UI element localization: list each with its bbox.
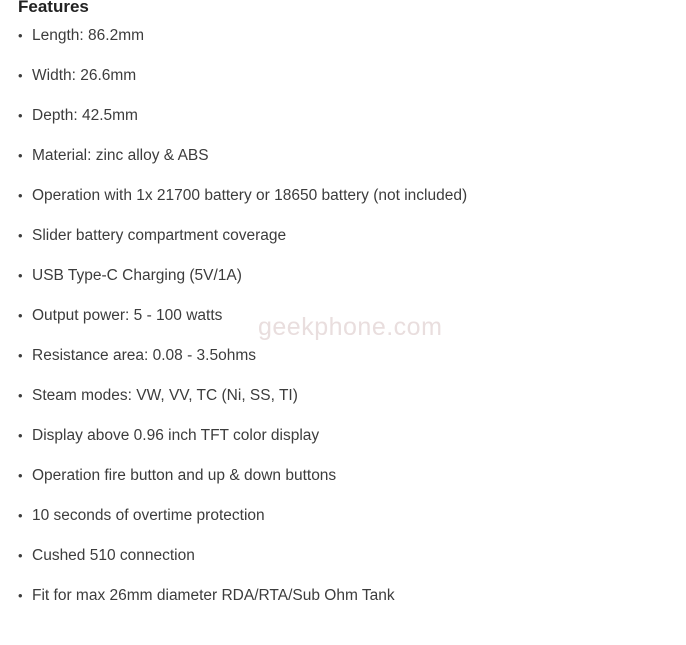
list-item-label: Cushed 510 connection — [32, 547, 195, 564]
list-item — [18, 306, 668, 326]
list-item — [18, 346, 668, 366]
bullet-icon: • — [18, 68, 23, 83]
list-item — [18, 466, 668, 486]
list-item — [18, 66, 668, 86]
list-item-label: Display above 0.96 inch TFT color display — [32, 427, 320, 444]
bullet-icon: • — [18, 428, 23, 443]
bullet-icon: • — [18, 268, 23, 283]
list-item — [18, 546, 668, 566]
list-item-label: Material: zinc alloy & ABS — [32, 147, 209, 164]
bullet-icon: • — [18, 468, 23, 483]
list-item-label: Length: 86.2mm — [32, 27, 145, 44]
list-item — [18, 266, 668, 286]
list-item-label: Depth: 42.5mm — [32, 107, 138, 124]
bullet-icon: • — [18, 188, 23, 203]
list-item-label: Output power: 5 - 100 watts — [32, 307, 223, 324]
list-item — [18, 26, 668, 46]
list-item-label: Width: 26.6mm — [32, 67, 137, 84]
list-item-label: USB Type-C Charging (5V/1A) — [32, 267, 242, 284]
watermark: geekphone.com — [258, 313, 443, 341]
bullet-icon: • — [18, 308, 23, 323]
bullet-icon: • — [18, 508, 23, 523]
list-item-label: Resistance area: 0.08 - 3.5ohms — [32, 347, 257, 364]
list-item-label: Operation with 1x 21700 battery or 18650 battery (not included) — [32, 187, 468, 204]
list-item — [18, 386, 668, 406]
list-item — [18, 586, 668, 606]
list-item — [18, 146, 668, 166]
list-item — [18, 506, 668, 526]
list-item — [18, 226, 668, 246]
bullet-icon: • — [18, 588, 23, 603]
list-item — [18, 426, 668, 446]
list-item-label: Operation fire button and up & down buttons — [32, 467, 337, 484]
bullet-icon: • — [18, 228, 23, 243]
bullet-icon: • — [18, 108, 23, 123]
bullet-icon: • — [18, 28, 23, 43]
features-list — [18, 26, 668, 606]
bullet-icon: • — [18, 548, 23, 563]
list-item — [18, 106, 668, 126]
bullet-icon: • — [18, 348, 23, 363]
list-item — [18, 186, 668, 206]
list-item-label: Fit for max 26mm diameter RDA/RTA/Sub Ohm Tank — [32, 587, 395, 604]
bullet-icon: • — [18, 388, 23, 403]
bullet-icon: • — [18, 148, 23, 163]
list-item-label: Slider battery compartment coverage — [32, 227, 287, 244]
list-item-label: Steam modes: VW, VV, TC (Ni, SS, TI) — [32, 387, 298, 404]
page-title: Features — [18, 0, 89, 16]
list-item-label: 10 seconds of overtime protection — [32, 507, 265, 524]
